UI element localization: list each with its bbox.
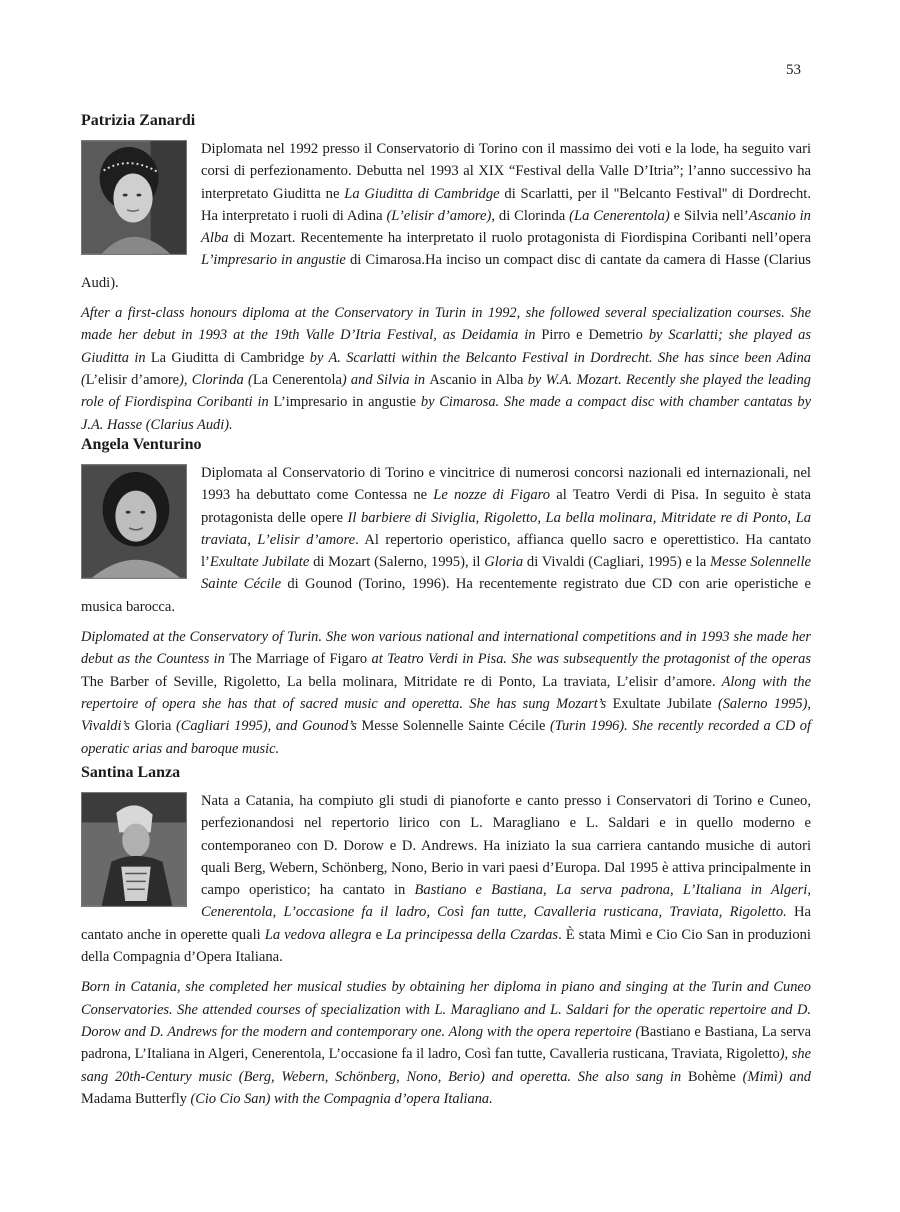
text-run: Bastiano e Bastiana, La serva padrona, L’Italiana in Algeri, Cenerentola, L’occasione fa il ladro, Così fan tutte, Cavalleria rusticana, Traviata, Rigoletto <box>81 1023 811 1063</box>
text-run: (L’elisir d’amore) <box>386 207 492 224</box>
text-run: Ascanio in Alba <box>201 207 811 247</box>
text-run: Ascanio in Alba <box>429 371 524 388</box>
text-run: Gloria <box>484 554 524 571</box>
text-run: Il barbiere di Siviglia, Rigoletto, La bella molinara, Mitridate re di Ponto, La traviata, L’elisir d’amore <box>201 509 812 548</box>
portrait-photo-image <box>82 465 186 578</box>
text-run: by Cimarosa. She made a compact disc with chamber cantatas by J.A. Hasse (Clarius Audi). <box>81 394 811 433</box>
text-run: di Scarlatti, per il ''Belcanto Festival'' di Dordrecht. Ha interpretato i ruoli di Adina <box>201 185 811 224</box>
text-run: Along with the repertoire of opera she has that of sacred music and operetta. She has sung Mozart’s <box>81 673 811 712</box>
text-run: ), <box>179 371 192 388</box>
text-run: Pirro e Demetrio <box>541 327 643 344</box>
biography-angela-venturino <box>81 436 811 760</box>
text-run: L’impresario in angustie <box>273 394 417 411</box>
text-run: La principessa della Czardas <box>386 926 559 943</box>
text-run: di Cimarosa.Ha inciso un compact disc di cantate da camera di Hasse (Clarius Audi). <box>81 252 811 291</box>
text-run: di Mozart. Recentemente ha interpretato il ruolo protagonista di Fiordispina Coribanti nell’opera <box>228 230 811 247</box>
text-run: ), she sang 20th-Century music (Berg, Webern, Schönberg, Nono, Berio) and operetta. She also sang in <box>81 1046 811 1085</box>
text-run: (Cagliari 1995), and Gounod’s <box>171 718 362 735</box>
text-run: Bastiano e Bastiana, La serva padrona, L’Italiana in Algeri, Cenerentola, L’occasione fa il ladro, Così fan tutte, Cavalleria rusticana, Traviata, Rigoletto. <box>201 882 811 921</box>
text-run: Clorinda <box>191 371 244 388</box>
text-run: La Cenerentola <box>252 371 342 388</box>
text-run: (Turin 1996). She recently recorded a CD of operatic arias and baroque music. <box>81 718 811 757</box>
portrait-photo <box>81 464 187 579</box>
singer-name: Santina Lanza <box>81 764 181 781</box>
text-run: (La Cenerentola) <box>569 207 670 224</box>
text-run: Ha cantato anche in operette quali <box>81 904 811 943</box>
text-run: , di Clorinda <box>491 207 570 224</box>
portrait-photo <box>81 140 187 255</box>
portrait-photo-image <box>82 793 186 906</box>
text-run: (Salerno 1995), Vivaldi’s <box>81 695 811 735</box>
text-run: (Mimì) and <box>735 1068 811 1085</box>
text-run: Messe Solennelle Sainte Cécile <box>201 554 811 593</box>
text-run: Messe Solennelle Sainte Cécile <box>361 718 546 735</box>
text-run: by Scarlatti; she played as Giuditta in <box>81 327 811 366</box>
text-run: After a first-class honours diploma at the Conservatory in Turin in 1992, she followed several specialization courses. She made her debut in 1993 at the 19th Valle D’Itria Festival, as Deidamia in <box>81 305 811 344</box>
biography-santina-lanza <box>81 764 811 1110</box>
text-run: al Teatro Verdi di Pisa. In seguito è stata protagonista delle opere <box>201 487 811 526</box>
text-run: at Teatro Verdi in Pisa. She was subsequently the protagonist of the operas <box>367 651 811 668</box>
text-run: Diplomata nel 1992 presso il Conservatorio di Torino con il massimo dei voti e la lode, ha seguito vari corsi di perfezionamento. Debutta nel 1993 al XIX “Festival della Valle D’Itria”; l’anno successivo ha interpretato Giuditta ne <box>201 141 811 202</box>
text-run: di Vivaldi (Cagliari, 1995) e la <box>523 554 710 571</box>
singer-name: Angela Venturino <box>81 436 202 453</box>
text-run: . È stata Mimì e Cio Cio San in produzioni della Compagnia d’Opera Italiana. <box>81 926 811 966</box>
text-run: ) and Silvia in <box>341 371 430 388</box>
text-run: L’elisir d’amore <box>85 371 180 388</box>
text-run: The Barber of Seville, Rigoletto, La bella molinara, Mitridate re di Ponto, La traviata, L’elisir d’amore. <box>81 673 716 690</box>
text-run: Exultate Jubilate <box>209 554 310 571</box>
bio-english <box>81 626 811 760</box>
text-run: Bohème <box>687 1068 736 1085</box>
text-run: The Marriage of Figaro <box>229 651 368 668</box>
text-run: by A. Scarlatti within the Belcanto Festival in Dordrecht. She has since been Adina ( <box>81 349 811 388</box>
portrait-photo-image <box>82 141 186 254</box>
bio-english <box>81 976 811 1110</box>
text-run: di Gounod (Torino, 1996). Ha recentemente registrato due CD con arie operistiche e musica barocca. <box>81 576 811 615</box>
text-run: La vedova allegra <box>264 926 372 943</box>
text-run: Nata a Catania, ha compiuto gli studi di pianoforte e canto presso i Conservatori di Torino e Cuneo, perfezionandosi nel repertorio lirico con L. Maragliano e L. Saldari e in quello moderno e contemporaneo con D. Dorow e D. Andrews. Ha iniziato la sua carriera cantando musiche di autori quali Berg, Webern, Schönberg, Nono, Berio in vari paesi d’Europa. Dal 1995 è attiva principalmente in campo operistico; ha cantato in <box>201 793 811 899</box>
text-run: Exultate Jubilate <box>612 695 712 712</box>
text-run: Madama Butterfly <box>81 1090 187 1107</box>
text-run: by W.A. Mozart. Recently she played the leading role of Fiordispina Coribanti in <box>81 371 811 411</box>
text-run: e <box>371 926 387 943</box>
bio-italian <box>81 462 811 618</box>
text-run: ( <box>243 371 253 388</box>
text-run: L’impresario in angustie <box>201 252 346 269</box>
page-number: 53 <box>786 62 801 78</box>
text-run: Born in Catania, she completed her musical studies by obtaining her diploma in piano and singing at the Turin and Cuneo Conservatories. She attended courses of specialization with L. Maragliano and L. Saldari for the operatic repertoire and D. Dorow and D. Andrews for the modern and contemporary one. Along with the opera repertoire ( <box>81 979 811 1040</box>
bio-italian <box>81 790 811 968</box>
bio-english <box>81 302 811 436</box>
text-run: Diplomata al Conservatorio di Torino e vincitrice di numerosi concorsi nazionali ed internazionali, nel 1993 ha debuttato come Contessa ne <box>201 465 811 504</box>
text-run: Gloria <box>134 718 172 735</box>
singer-name: Patrizia Zanardi <box>81 112 196 129</box>
portrait-photo <box>81 792 187 907</box>
text-run: . Al repertorio operistico, affianca quello sacro e operettistico. Ha cantato l’ <box>201 531 811 571</box>
text-run: Diplomated at the Conservatory of Turin. She won various national and international competitions and in 1993 she made her debut as the Countess in <box>81 629 811 668</box>
text-run: e Silvia nell’ <box>669 207 749 224</box>
text-run: La Giuditta di Cambridge <box>150 349 305 366</box>
text-run: La Giuditta di Cambridge <box>344 185 500 202</box>
text-run: Le nozze di Figaro <box>433 487 551 504</box>
text-run: di Mozart (Salerno, 1995), il <box>309 554 485 571</box>
bio-italian <box>81 138 811 294</box>
text-run: (Cio Cio San) with the Compagnia d’opera Italiana. <box>186 1090 493 1107</box>
biography-patrizia-zanardi <box>81 112 811 436</box>
